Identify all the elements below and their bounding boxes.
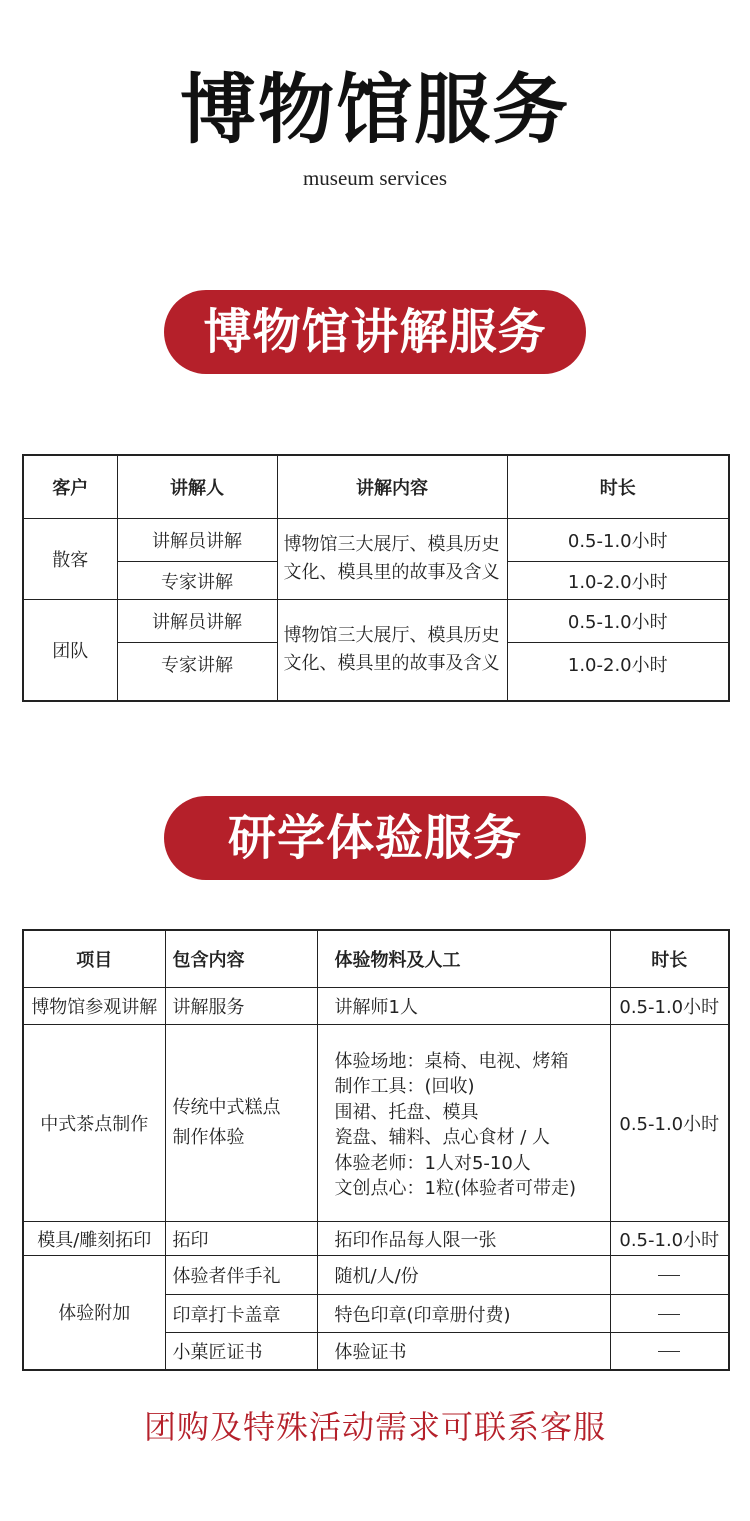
section-banner-guide-service: 博物馆讲解服务 [164,290,586,374]
guide-cell: 专家讲解 [117,562,277,600]
materials-line: 体验老师：1人对5-10人 [334,1152,531,1174]
content-line: 文化、模具里的故事及含义 [283,562,500,583]
content-cell: 小菓匠证书 [165,1333,317,1370]
header-content: 讲解内容 [277,455,507,519]
materials-line: 文创点心：1粒(体验者可带走) [334,1178,576,1199]
materials-line: 制作工具：(回收) [334,1076,475,1097]
page-title: 博物馆服务 [180,65,570,154]
duration-cell: 0.5-1.0小时 [507,519,729,562]
materials-line: 瓷盘、辅料、点心食材 / 人 [334,1127,551,1148]
duration-cell: 0.5-1.0小时 [610,1025,729,1222]
duration-cell: 0.5-1.0小时 [610,1222,729,1256]
content-line: 制作体验 [172,1127,245,1148]
item-cell: 中式茶点制作 [23,1025,165,1222]
guide-cell: 讲解员讲解 [117,519,277,562]
materials-cell: 拓印作品每人限一张 [317,1222,610,1256]
table-row [23,519,729,562]
duration-cell: 0.5-1.0小时 [610,988,729,1025]
header-content: 包含内容 [165,930,317,988]
study-service-table [22,929,730,1371]
dash-icon [658,1275,680,1276]
guide-cell: 专家讲解 [117,643,277,701]
materials-cell: 特色印章(印章册付费) [317,1295,610,1333]
duration-cell [610,1256,729,1295]
materials-line: 围裙、托盘、模具 [334,1101,479,1123]
materials-cell: 随机/人/份 [317,1256,610,1295]
section-banner-study-service: 研学体验服务 [164,796,586,880]
item-cell: 博物馆参观讲解 [23,988,165,1025]
dash-icon [658,1351,680,1352]
item-cell: 体验附加 [23,1256,165,1370]
content-cell [165,1025,317,1222]
guide-service-table [22,454,730,702]
guide-cell: 讲解员讲解 [117,600,277,643]
header-materials: 体验物料及人工 [317,930,610,988]
content-cell: 讲解服务 [165,988,317,1025]
header-duration: 时长 [507,455,729,519]
page-subtitle: museum services [302,166,448,190]
content-cell [277,600,507,701]
header-duration: 时长 [610,930,729,988]
header-item: 项目 [23,930,165,988]
content-cell: 拓印 [165,1222,317,1256]
content-cell: 体验者伴手礼 [165,1256,317,1295]
customer-cell: 散客 [23,519,117,600]
table-header-row [23,455,729,519]
materials-line: 体验场地：桌椅、电视、烤箱 [334,1050,569,1072]
item-cell: 模具/雕刻拓印 [23,1222,165,1256]
duration-cell: 0.5-1.0小时 [507,600,729,643]
table-row [23,1222,729,1256]
content-line: 博物馆三大展厅、模具历史 [283,534,500,555]
table-row [23,1025,729,1222]
table-row [23,1256,729,1295]
materials-cell [317,1025,610,1222]
dash-icon [658,1314,680,1315]
content-cell: 印章打卡盖章 [165,1295,317,1333]
duration-cell: 1.0-2.0小时 [507,562,729,600]
table-row [23,988,729,1025]
content-line: 文化、模具里的故事及含义 [283,652,500,674]
content-line: 传统中式糕点 [172,1097,281,1118]
contact-note: 团购及特殊活动需求可联系客服 [143,1408,606,1446]
table-row [23,600,729,643]
customer-cell: 团队 [23,600,117,701]
header-guide: 讲解人 [117,455,277,519]
duration-cell [610,1333,729,1370]
duration-cell: 1.0-2.0小时 [507,643,729,701]
content-cell [277,519,507,600]
duration-cell [610,1295,729,1333]
table-header-row [23,930,729,988]
content-line: 博物馆三大展厅、模具历史 [283,624,500,646]
header-customer: 客户 [23,455,117,519]
materials-cell: 讲解师1人 [317,988,610,1025]
materials-cell: 体验证书 [317,1333,610,1370]
